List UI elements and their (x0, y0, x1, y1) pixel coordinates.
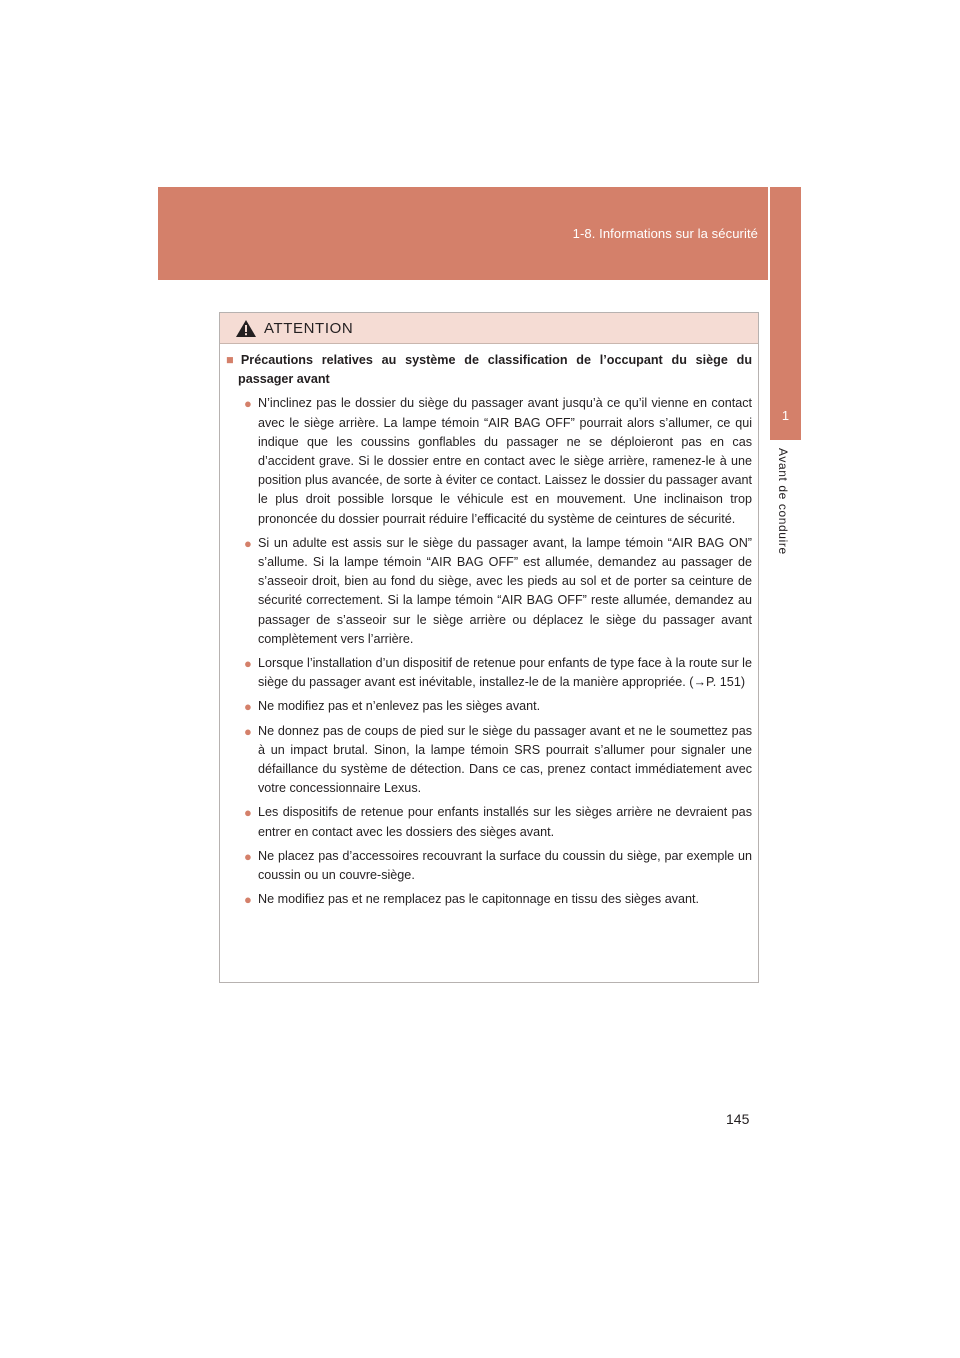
chapter-tab (770, 187, 801, 440)
list-item (244, 722, 752, 799)
warning-box (219, 312, 759, 983)
bullet-icon: ● (244, 892, 252, 908)
warning-triangle-icon (235, 319, 257, 338)
bullet-icon: ● (244, 535, 252, 551)
list-item-text: Ne modifiez pas et ne remplacez pas le capitonnage en tissu des sièges avant. (258, 892, 700, 907)
list-item-text: Lorsque l’installation d’un dispositif de retenue pour enfants de type face à la route sur le siège du passager avant est inévitable, installez-le de la manière appropriée. (→P. 151) (258, 656, 752, 690)
bullet-icon: ● (244, 805, 252, 821)
chapter-side-label: Avant de conduire (776, 448, 790, 555)
bullet-icon: ● (244, 723, 252, 739)
chapter-number: 1 (781, 408, 790, 423)
bullet-icon: ● (244, 848, 252, 864)
warning-body (220, 344, 758, 914)
list-item (244, 697, 752, 716)
section-header-band (158, 187, 768, 280)
bullet-icon: ● (244, 396, 252, 412)
page-number: 145 (726, 1111, 750, 1127)
warning-title: ATTENTION (264, 320, 354, 337)
list-item-text: Ne donnez pas de coups de pied sur le siège du passager avant et ne le soumettez pas à un impact brutal. Sinon, la lampe témoin SRS pourrait s’allumer pour signaler une défaillance du système de détection. Dans ce cas, prenez contact immédiatement avec votre concessionnaire Lexus. (258, 723, 752, 796)
bullet-icon: ● (244, 656, 252, 672)
heading-marker: ■ (226, 353, 239, 367)
section-title: 1-8. Informations sur la sécurité (572, 226, 758, 241)
list-item-text: Les dispositifs de retenue pour enfants installés sur les sièges arrière ne devraient pas entrer en contact avec les dossiers des sièges avant. (258, 805, 752, 839)
list-item-text: Si un adulte est assis sur le siège du passager avant, la lampe témoin “AIR BAG ON” s’allume. Si la lampe témoin “AIR BAG OFF” est allumée, demandez au passager de s’asseoir droit, bien au fond du siège, avec les pieds au sol et de porter sa ceinture de sécurité correctement. Si la lampe témoin “AIR BAG OFF” reste allumée, demandez au passager de s’asseoir sur le siège arrière ou déplacez le siège du passager avant complètement vers l’arrière. (258, 535, 752, 646)
heading-text: Précautions relatives au système de classification de l’occupant du siège du passager avant (238, 353, 753, 387)
section-heading (226, 351, 752, 389)
precaution-list (226, 394, 752, 909)
list-item (244, 394, 752, 528)
list-item-text: Ne modifiez pas et n’enlevez pas les sièges avant. (258, 699, 541, 714)
bullet-icon: ● (244, 699, 252, 715)
list-item-text: N’inclinez pas le dossier du siège du passager avant jusqu’à ce qu’il vienne en contact avec le siège arrière. La lampe témoin “AIR BAG OFF” pourrait alors s’allumer, ce qui indique que les coussins gonflables du passager ne se déploieront pas en cas d’accident grave. Si le dossier entre en contact avec le siège arrière, ramenez-le à une position plus avancée, de sorte à éviter ce contact. Laissez le dossier du passager avant le plus droit possible lorsque le véhicule est en mouvement. Une inclinaison trop prononcée du dossier pourrait réduire l’efficacité du système de ceintures de sécurité. (258, 396, 752, 526)
list-item (244, 654, 752, 692)
list-item (244, 803, 752, 841)
list-item (244, 534, 752, 649)
list-item-text: Ne placez pas d’accessoires recouvrant la surface du coussin du siège, par exemple un coussin ou un couvre-siège. (258, 848, 752, 883)
warning-header (220, 313, 758, 344)
list-item (244, 890, 752, 909)
list-item (244, 847, 752, 885)
